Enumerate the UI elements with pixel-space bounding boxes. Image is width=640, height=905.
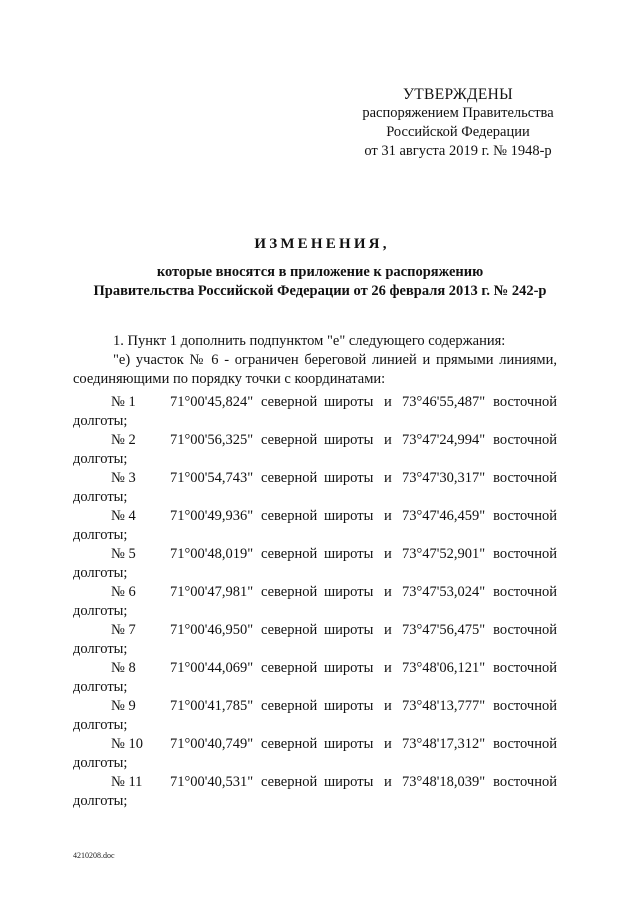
coordinate-point	[73, 545, 557, 583]
point-longitude: 73°47'52,901"	[402, 546, 486, 562]
coordinate-point	[73, 469, 557, 507]
coordinate-point	[73, 735, 557, 773]
point-longitude: 73°47'46,459"	[402, 508, 486, 524]
word-longitude: долготы;	[73, 641, 128, 657]
document-subtitle	[0, 263, 640, 301]
word-and: и	[384, 660, 392, 676]
word-and: и	[384, 432, 392, 448]
point-latitude: 71°00'54,743"	[170, 470, 254, 486]
word-east: восточной	[493, 774, 557, 790]
coordinate-line	[73, 507, 557, 526]
point-number: № 1	[111, 394, 136, 410]
word-east: восточной	[493, 508, 557, 524]
coordinate-line	[73, 545, 557, 564]
word-latitude: широты	[324, 622, 374, 638]
point-number: № 11	[111, 774, 143, 790]
word-latitude: широты	[324, 774, 374, 790]
point-latitude: 71°00'45,824"	[170, 394, 254, 410]
word-east: восточной	[493, 736, 557, 752]
point-number: № 2	[111, 432, 136, 448]
word-and: и	[384, 546, 392, 562]
subtitle-line-2: Правительства Российской Федерации от 26 февраля 2013 г. № 242-р	[93, 283, 547, 299]
approval-line-4: от 31 августа 2019 г. № 1948-р	[364, 143, 552, 159]
coordinate-line	[73, 659, 557, 678]
point-latitude: 71°00'46,950"	[170, 622, 254, 638]
word-and: и	[384, 622, 392, 638]
word-east: восточной	[493, 584, 557, 600]
word-latitude: широты	[324, 698, 374, 714]
point-number: № 5	[111, 546, 136, 562]
word-latitude: широты	[324, 432, 374, 448]
word-east: восточной	[493, 470, 557, 486]
word-longitude: долготы;	[73, 755, 128, 771]
coordinate-line	[73, 621, 557, 640]
point-latitude: 71°00'56,325"	[170, 432, 254, 448]
word-and: и	[384, 508, 392, 524]
point-latitude: 71°00'49,936"	[170, 508, 254, 524]
word-and: и	[384, 394, 392, 410]
word-and: и	[384, 470, 392, 486]
word-latitude: широты	[324, 508, 374, 524]
word-north: северной	[261, 546, 318, 562]
coordinate-point	[73, 659, 557, 697]
word-longitude: долготы;	[73, 793, 128, 809]
point-latitude: 71°00'48,019"	[170, 546, 254, 562]
word-north: северной	[261, 622, 318, 638]
point-longitude: 73°48'13,777"	[402, 698, 486, 714]
document-title-block	[0, 234, 640, 301]
point-longitude: 73°47'30,317"	[402, 470, 486, 486]
word-latitude: широты	[324, 584, 374, 600]
word-and: и	[384, 736, 392, 752]
word-longitude: долготы;	[73, 489, 128, 505]
coordinate-points-list	[73, 393, 557, 811]
coordinate-line	[73, 431, 557, 450]
word-latitude: широты	[324, 736, 374, 752]
coordinate-line	[73, 583, 557, 602]
point-longitude: 73°47'56,475"	[402, 622, 486, 638]
word-north: северной	[261, 774, 318, 790]
point-longitude: 73°46'55,487"	[402, 394, 486, 410]
coordinate-point	[73, 393, 557, 431]
word-latitude: широты	[324, 660, 374, 676]
word-longitude: долготы;	[73, 679, 128, 695]
point-latitude: 71°00'40,749"	[170, 736, 254, 752]
point-number: № 4	[111, 508, 136, 524]
word-north: северной	[261, 736, 318, 752]
word-north: северной	[261, 394, 318, 410]
word-longitude: долготы;	[73, 527, 128, 543]
point-latitude: 71°00'44,069"	[170, 660, 254, 676]
point-longitude: 73°48'06,121"	[402, 660, 486, 676]
word-north: северной	[261, 584, 318, 600]
word-and: и	[384, 698, 392, 714]
coordinate-point	[73, 697, 557, 735]
point-number: № 7	[111, 622, 136, 638]
subtitle-line-1: которые вносятся в приложение к распоряжению	[156, 264, 484, 280]
coordinate-point	[73, 621, 557, 659]
word-north: северной	[261, 698, 318, 714]
coordinate-line	[73, 469, 557, 488]
coordinate-point	[73, 583, 557, 621]
word-north: северной	[261, 660, 318, 676]
word-latitude: широты	[324, 470, 374, 486]
document-title: ИЗМЕНЕНИЯ,	[254, 236, 390, 252]
point-longitude: 73°48'17,312"	[402, 736, 486, 752]
approval-line-2: распоряжением Правительства	[362, 105, 554, 121]
word-east: восточной	[493, 622, 557, 638]
word-east: восточной	[493, 432, 557, 448]
word-and: и	[384, 584, 392, 600]
point-latitude: 71°00'40,531"	[170, 774, 254, 790]
word-longitude: долготы;	[73, 565, 128, 581]
point-number: № 3	[111, 470, 136, 486]
point-latitude: 71°00'47,981"	[170, 584, 254, 600]
point-number: № 10	[111, 736, 143, 752]
word-longitude: долготы;	[73, 451, 128, 467]
footer-filename: 4210208.doc	[73, 851, 115, 860]
approval-line-3: Российской Федерации	[386, 124, 530, 140]
word-latitude: широты	[324, 546, 374, 562]
point-number: № 8	[111, 660, 136, 676]
intro-text	[73, 332, 557, 389]
point-number: № 9	[111, 698, 136, 714]
point-number: № 6	[111, 584, 136, 600]
word-east: восточной	[493, 660, 557, 676]
coordinate-point	[73, 773, 557, 811]
paragraph-3: соединяющими по порядку точки с координатами:	[73, 371, 386, 387]
coordinate-line	[73, 773, 557, 792]
point-longitude: 73°48'18,039"	[402, 774, 486, 790]
coordinate-point	[73, 431, 557, 469]
word-east: восточной	[493, 698, 557, 714]
word-longitude: долготы;	[73, 413, 128, 429]
word-north: северной	[261, 432, 318, 448]
point-latitude: 71°00'41,785"	[170, 698, 254, 714]
point-longitude: 73°47'53,024"	[402, 584, 486, 600]
word-longitude: долготы;	[73, 603, 128, 619]
coordinate-line	[73, 735, 557, 754]
approval-block	[340, 85, 576, 161]
word-east: восточной	[493, 394, 557, 410]
paragraph-2: "е) участок № 6 - ограничен береговой линией и прямыми линиями,	[113, 352, 557, 368]
word-north: северной	[261, 508, 318, 524]
word-and: и	[384, 774, 392, 790]
coordinate-line	[73, 393, 557, 412]
coordinate-line	[73, 697, 557, 716]
word-latitude: широты	[324, 394, 374, 410]
approval-heading: УТВЕРЖДЕНЫ	[403, 86, 513, 103]
paragraph-1: 1. Пункт 1 дополнить подпунктом "е" следующего содержания:	[113, 333, 506, 349]
word-longitude: долготы;	[73, 717, 128, 733]
point-longitude: 73°47'24,994"	[402, 432, 486, 448]
word-north: северной	[261, 470, 318, 486]
coordinate-point	[73, 507, 557, 545]
word-east: восточной	[493, 546, 557, 562]
